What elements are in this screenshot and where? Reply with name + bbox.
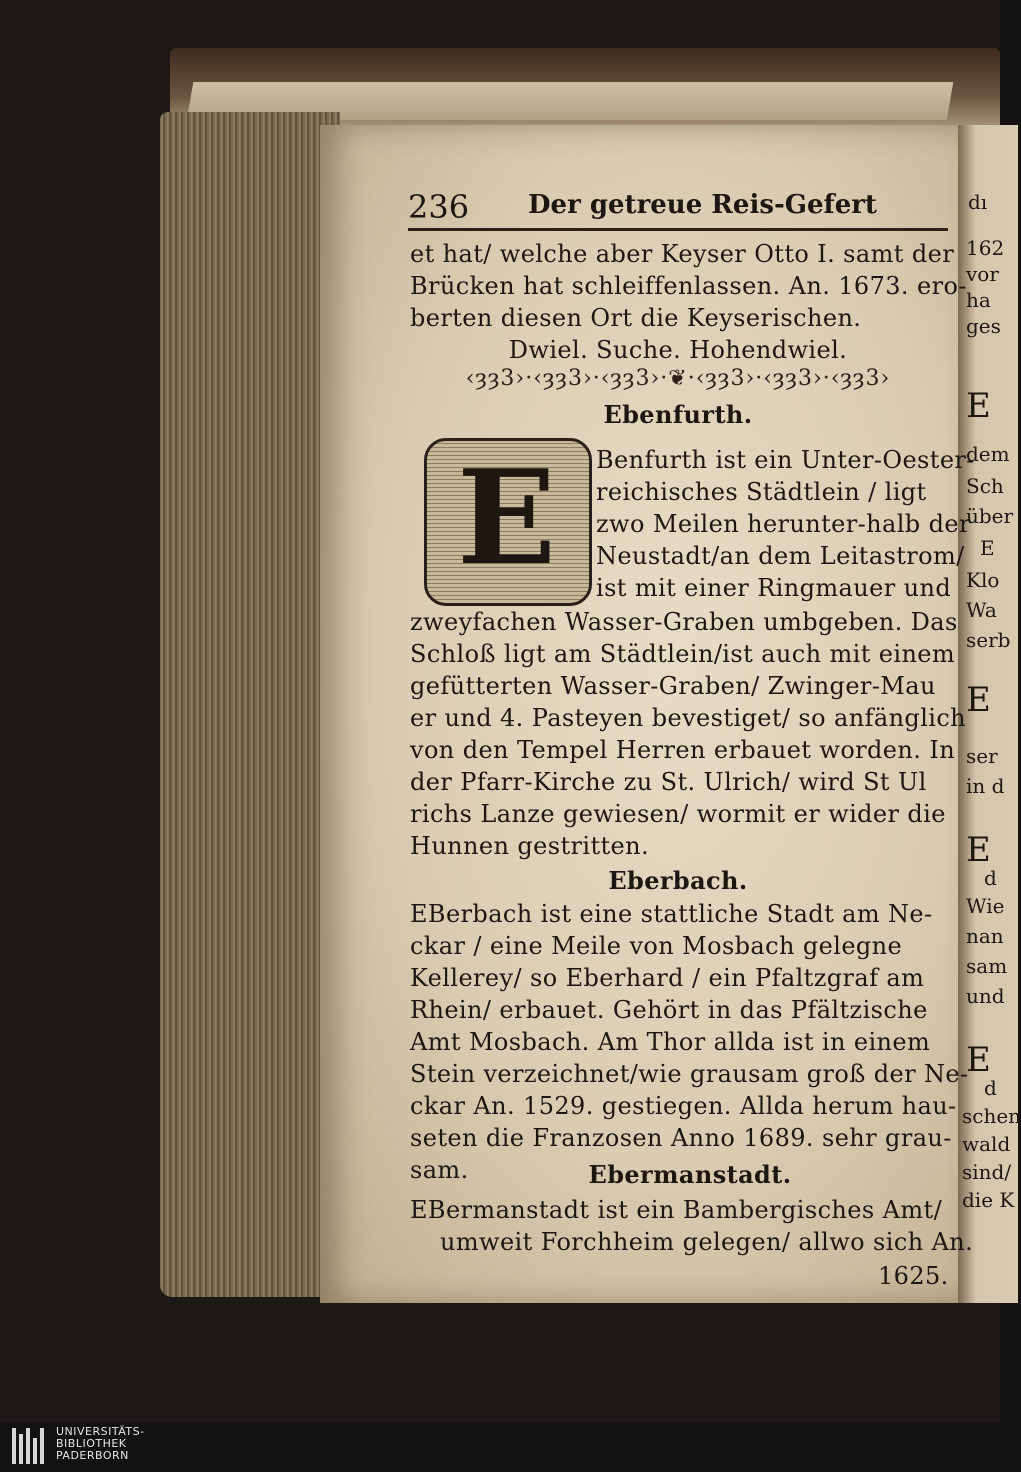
- text-line: et hat/ welche aber Keyser Otto I. samt der: [410, 240, 955, 268]
- text-line: zweyfachen Wasser-Graben umbgeben. Das: [410, 608, 958, 636]
- text-line: der Pfarr-Kirche zu St. Ulrich/ wird St Ul: [410, 768, 927, 796]
- facing-text: ser: [966, 744, 998, 768]
- facing-text: d: [984, 866, 997, 890]
- library-name-line: PADERBORN: [56, 1449, 129, 1462]
- text-line: sam.: [410, 1156, 469, 1184]
- library-name-line: BIBLIOTHEK: [56, 1437, 127, 1450]
- facing-text: serb: [966, 628, 1011, 652]
- text-line: er und 4. Pasteyen bevestiget/ so anfänglich: [410, 704, 967, 732]
- facing-text: Wie: [966, 894, 1005, 918]
- text-line: Kellerey/ so Eberhard / ein Pfaltzgraf am: [410, 964, 925, 992]
- facing-text: nan: [966, 924, 1004, 948]
- facing-text: 162: [966, 236, 1005, 260]
- text-line: EBermanstadt ist ein Bambergisches Amt/: [410, 1196, 943, 1224]
- facing-text: E: [980, 536, 995, 560]
- text-line: berten diesen Ort die Keyserischen.: [410, 304, 862, 332]
- text-line: reichisches Städtlein / ligt: [596, 478, 927, 506]
- text-line: Schloß ligt am Städtlein/ist auch mit einem: [410, 640, 956, 668]
- text-line: gefütterten Wasser-Graben/ Zwinger-Mau: [410, 672, 936, 700]
- facing-text: ges: [966, 314, 1001, 338]
- facing-text: E: [966, 386, 991, 426]
- text-line: umweit Forchheim gelegen/ allwo sich An.: [440, 1228, 974, 1256]
- text-line: Rhein/ erbauet. Gehört in das Pfältzische: [410, 996, 928, 1024]
- header-rule: [408, 228, 948, 231]
- text-line: seten die Franzosen Anno 1689. sehr grau-: [410, 1124, 952, 1152]
- entry-heading: Eberbach.: [608, 866, 748, 895]
- facing-text: wald: [962, 1132, 1011, 1156]
- facing-text: E: [966, 830, 991, 870]
- facing-text: E: [966, 680, 991, 720]
- facing-text: ha: [966, 288, 991, 312]
- ornament-divider: ‹ȝȝ3›·‹ȝȝ3›·‹ȝȝ3›·❦·‹ȝȝ3›·‹ȝȝ3›·‹ȝȝ3›: [465, 366, 891, 391]
- facing-text: in d: [966, 774, 1005, 798]
- facing-text: dı: [968, 190, 988, 214]
- running-head: Der getreue Reis-Gefert: [528, 190, 877, 220]
- catchword: 1625.: [878, 1262, 949, 1290]
- facing-text: schen: [962, 1104, 1021, 1128]
- text-line: Stein verzeichnet/wie grausam groß der Ne-: [410, 1060, 969, 1088]
- facing-text: sind/: [962, 1160, 1012, 1184]
- footer-bar: [0, 1422, 1000, 1472]
- facing-text: Klo: [966, 568, 1000, 592]
- entry-heading: Ebermanstadt.: [588, 1160, 792, 1189]
- facing-text: E: [966, 1040, 991, 1080]
- text-line: Benfurth ist ein Unter-Oester-: [596, 446, 975, 474]
- facing-text: sam: [966, 954, 1008, 978]
- text-line: richs Lanze gewiesen/ wormit er wider die: [410, 800, 946, 828]
- library-name: [56, 1426, 145, 1462]
- facing-text: und: [966, 984, 1005, 1008]
- text-line: von den Tempel Herren erbauet worden. In: [410, 736, 956, 764]
- entry-heading: Ebenfurth.: [603, 400, 753, 429]
- text-line: Brücken hat schleiffenlassen. An. 1673. ero-: [410, 272, 967, 300]
- page-block-edges: [160, 112, 340, 1297]
- text-line: Amt Mosbach. Am Thor allda ist in einem: [410, 1028, 931, 1056]
- cross-reference: Dwiel. Suche. Hohendwiel.: [508, 336, 848, 364]
- page-number: 236: [408, 188, 470, 226]
- library-name-line: UNIVERSITÄTS-: [56, 1425, 145, 1438]
- text-line: Neustadt/an dem Leitastrom/: [596, 542, 965, 570]
- facing-text: vor: [966, 262, 999, 286]
- text-line: ist mit einer Ringmauer und: [596, 574, 952, 602]
- facing-text: d: [984, 1076, 997, 1100]
- text-line: Hunnen gestritten.: [410, 832, 650, 860]
- facing-text: die K: [962, 1188, 1015, 1212]
- facing-text: Sch: [966, 474, 1004, 498]
- facing-text: Wa: [966, 598, 997, 622]
- facing-text: dem: [966, 442, 1010, 466]
- text-line: EBerbach ist eine stattliche Stadt am Ne-: [410, 900, 933, 928]
- text-line: zwo Meilen herunter-halb der: [596, 510, 971, 538]
- initial-letter: E: [457, 441, 557, 594]
- text-line: ckar An. 1529. gestiegen. Allda herum hau-: [410, 1092, 957, 1120]
- library-logo-icon: [12, 1428, 46, 1464]
- facing-text: über: [966, 504, 1014, 528]
- decorated-initial-icon: [424, 438, 592, 606]
- text-line: ckar / eine Meile von Mosbach gelegne: [410, 932, 903, 960]
